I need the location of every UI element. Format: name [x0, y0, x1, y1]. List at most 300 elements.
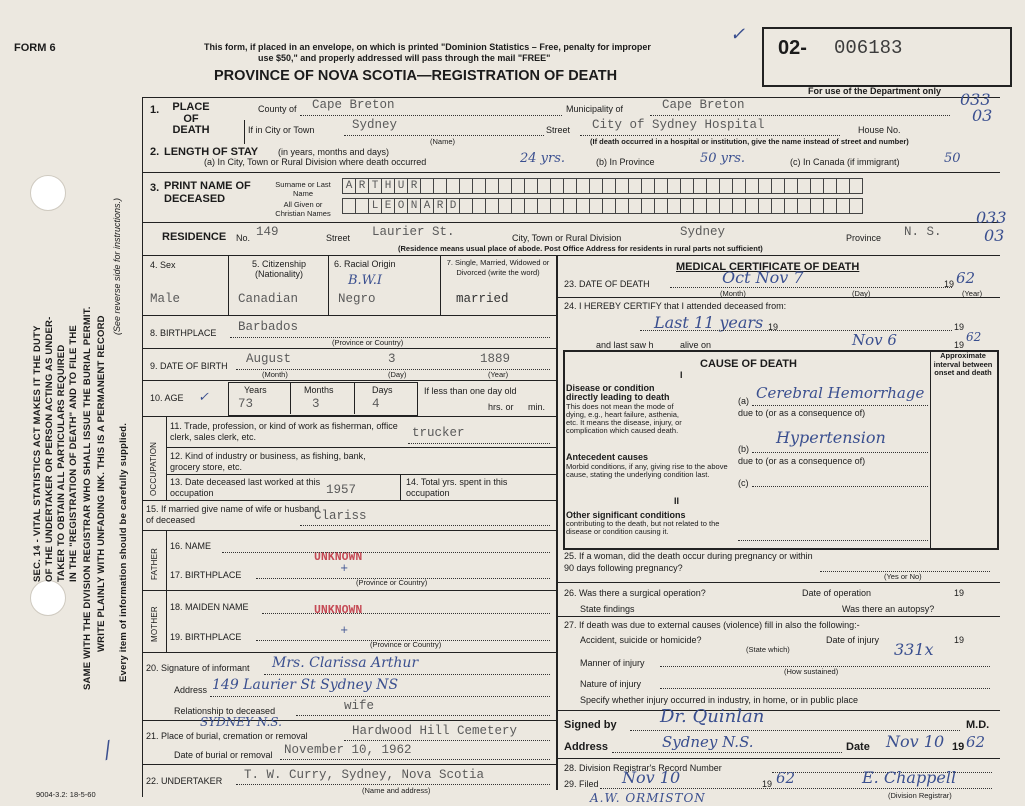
mother-side-rule — [166, 590, 167, 652]
sidebar-line-6: WRITE PLAINLY WITH UNFADING INK. THIS IS A PERMANENT RECORD — [96, 315, 107, 652]
certify-label: 24. I HEREBY CERTIFY that I attended deceased from: — [564, 301, 787, 311]
given-letter-cell — [563, 198, 576, 214]
sidebar-line-8: Every item of information should be carefully supplied. — [118, 422, 129, 682]
nature-line — [660, 688, 990, 689]
given-letter-cell — [472, 198, 485, 214]
signed-year: 62 — [966, 733, 986, 751]
injury-date-label: Date of injury — [826, 635, 880, 645]
part-two: II — [674, 496, 680, 506]
given-letter-cell — [784, 198, 797, 214]
burial-date-label: Date of burial or removal — [174, 750, 273, 760]
informant-line — [264, 674, 550, 675]
md-label: M.D. — [966, 719, 990, 731]
name-caption: (Name) — [430, 137, 456, 146]
surname-letter-cell — [641, 178, 654, 194]
cause-b-due-to: due to (or as a consequence of) — [738, 456, 866, 466]
surname-letter-cell — [706, 178, 719, 194]
residence-margin-code-2: 03 — [984, 226, 1005, 245]
informant-label: 20. Signature of informant — [146, 663, 250, 673]
given-letter-cell — [524, 198, 537, 214]
page-title: PROVINCE OF NOVA SCOTIA—REGISTRATION OF DEATH — [214, 68, 618, 84]
rule-after-external — [556, 710, 1000, 711]
given-letter-cell — [758, 198, 771, 214]
alive-label: alive on — [680, 340, 712, 350]
surname-letter-cell: T — [368, 178, 381, 194]
last-worked-value: 1957 — [326, 483, 357, 497]
rule-after-occupation — [142, 500, 556, 501]
birthplace-value: Barbados — [238, 320, 299, 334]
attended-19a: 19 — [768, 322, 779, 332]
frame-top — [142, 97, 1000, 98]
given-letter-cell — [615, 198, 628, 214]
given-label: All Given or Christian Names — [275, 200, 331, 218]
rule-after-father — [142, 590, 556, 591]
reg-number: 006183 — [834, 37, 903, 59]
registrar-caption: (Division Registrar) — [888, 791, 952, 800]
age-label: 10. AGE — [150, 393, 184, 403]
surname-letter-cell — [589, 178, 602, 194]
given-letter-cell: R — [433, 198, 446, 214]
occupation-side-label: OCCUPATION — [149, 441, 158, 496]
residence-note: (Residence means usual place of abode. Post Office Address for residents in rural parts not sufficient) — [398, 244, 763, 253]
given-letter-cell — [706, 198, 719, 214]
place-label: PLACE OF DEATH — [172, 101, 210, 136]
age-months-label: Months — [304, 385, 334, 395]
municipality-line — [650, 115, 950, 116]
dob-year-caption: (Year) — [488, 370, 509, 379]
residence-province: N. S. — [904, 225, 942, 239]
occupation-side-rule — [166, 416, 167, 500]
dob-day: 3 — [388, 352, 396, 366]
rule-after-burial — [142, 764, 556, 765]
filed-19: 19 — [762, 779, 773, 789]
city-line — [344, 135, 544, 136]
given-letter-cell — [732, 198, 745, 214]
county-label: County of — [258, 104, 297, 114]
signed-address-label: Address — [564, 741, 609, 753]
residence-label: RESIDENCE — [162, 231, 227, 243]
dob-label: 9. DATE OF BIRTH — [150, 361, 228, 371]
signed-label: Signed by — [564, 719, 617, 731]
last-saw-19: 19 — [954, 340, 965, 350]
surname-letter-cell — [537, 178, 550, 194]
house-label: House No. — [858, 125, 901, 135]
relationship-label: Relationship to deceased — [174, 706, 276, 716]
filed-hand: Nov 10 — [622, 768, 681, 787]
given-letter-cell: O — [394, 198, 407, 214]
place-note: (If death occurred in a hospital or institution, give the name instead of street and number) — [590, 137, 909, 146]
father-name-value: UNKNOWN — [314, 551, 363, 564]
stay-label: LENGTH OF STAY — [164, 146, 259, 158]
death-year: 62 — [956, 269, 976, 287]
accident-label: Accident, suicide or homicide? — [580, 635, 702, 645]
other-line — [738, 540, 928, 541]
other-note: contributing to the death, but not related to the disease or condition causing it. — [566, 519, 720, 536]
given-letter-cell — [589, 198, 602, 214]
envelope-note-1: This form, if placed in an envelope, on which is printed "Dominion Statistics – Free, penalty for improper — [204, 42, 651, 52]
signed-address-hand: Sydney N.S. — [662, 733, 754, 751]
surname-letter-cell — [732, 178, 745, 194]
rule-after-death-date — [556, 297, 1000, 298]
dob-year: 1889 — [480, 352, 511, 366]
given-letter-grid — [342, 198, 863, 214]
county-value: Cape Breton — [312, 98, 395, 112]
surname-letter-cell — [680, 178, 693, 194]
rule-after-trade — [166, 447, 556, 448]
rule-after-signature — [556, 758, 1000, 759]
state-which: (State which) — [746, 645, 790, 654]
min-label: min. — [528, 402, 546, 412]
given-letter-cell — [719, 198, 732, 214]
death-date-label: 23. DATE OF DEATH — [564, 279, 650, 289]
check-mark: ✓ — [730, 24, 746, 45]
surname-letter-cell — [472, 178, 485, 194]
rule-after-mother — [142, 652, 556, 653]
undertaker-caption: (Name and address) — [362, 786, 431, 795]
pregnancy-yes-no: (Yes or No) — [884, 572, 922, 581]
given-letter-cell: N — [407, 198, 420, 214]
residence-city-label: City, Town or Rural Division — [512, 233, 622, 243]
racial-label: 6. Racial Origin — [334, 259, 396, 269]
manner-code: 331x — [894, 640, 934, 659]
informant-address: 149 Laurier St Sydney NS — [212, 677, 399, 693]
surname-letter-cell: A — [342, 178, 355, 194]
father-side-rule — [166, 530, 167, 590]
burial-place-line — [344, 740, 550, 741]
racial-value: Negro — [338, 292, 376, 306]
street-label: Street — [546, 125, 571, 135]
surname-letter-cell — [654, 178, 667, 194]
disease-note: This does not mean the mode of dying, e.g., heart failure, asthenia, etc. It means the disease, injury, or complication which caused death. — [566, 402, 682, 435]
op-date-19: 19 — [954, 588, 965, 598]
how-sustained: (How sustained) — [784, 667, 839, 676]
op-date-label: Date of operation — [802, 588, 872, 598]
surgery-label: 26. Was there a surgical operation? — [564, 588, 706, 598]
surname-letter-cell — [576, 178, 589, 194]
state-findings: State findings — [580, 604, 635, 614]
rule-after-birthplace — [142, 348, 556, 349]
death-date-line — [670, 287, 952, 288]
sidebar-pen-mark: / — [99, 737, 116, 764]
street-line — [580, 135, 840, 136]
given-letter-cell — [797, 198, 810, 214]
surname-letter-cell: R — [407, 178, 420, 194]
given-letter-cell: E — [381, 198, 394, 214]
sidebar-instructions — [0, 0, 140, 806]
county-line — [300, 115, 562, 116]
surname-letter-cell — [485, 178, 498, 194]
manner-label: Manner of injury — [580, 658, 645, 668]
mother-side-label: MOTHER — [150, 606, 159, 642]
age-days-label: Days — [372, 385, 393, 395]
age-div-1 — [290, 382, 291, 414]
given-letter-cell — [602, 198, 615, 214]
residence-street: Laurier St. — [372, 225, 455, 239]
cause-b-line — [752, 452, 928, 453]
given-letter-cell — [745, 198, 758, 214]
residence-no: 149 — [256, 225, 279, 239]
last-worked-label: 13. Date deceased last worked at this occupation — [170, 477, 321, 498]
relationship-value: wife — [344, 699, 375, 713]
stay-label-note: (in years, months and days) — [278, 147, 390, 157]
age-years: 73 — [238, 397, 254, 411]
given-letter-cell — [693, 198, 706, 214]
stay-a-label: (a) In City, Town or Rural Division where death occurred — [204, 157, 427, 167]
surname-letter-cell — [628, 178, 641, 194]
filed-year: 62 — [776, 769, 796, 787]
personal-div-2 — [328, 255, 329, 315]
surname-letter-cell — [667, 178, 680, 194]
father-name-line — [222, 552, 550, 553]
surname-letter-cell — [836, 178, 849, 194]
surname-letter-cell — [550, 178, 563, 194]
place-margin-code-2: 03 — [972, 106, 993, 125]
given-letter-cell — [771, 198, 784, 214]
surname-letter-cell — [602, 178, 615, 194]
cause-a-value: Cerebral Hemorrhage — [756, 384, 925, 402]
informant-address-label: Address — [174, 685, 208, 695]
filed-label: 29. Filed — [564, 779, 599, 789]
signed-address-line — [612, 752, 842, 753]
age-months: 3 — [312, 397, 320, 411]
mother-maiden-value: UNKNOWN — [314, 604, 363, 617]
surname-letter-cell: H — [381, 178, 394, 194]
age-check: ✓ — [198, 390, 209, 405]
record-number-label: 28. Division Registrar's Record Number — [564, 763, 722, 773]
total-years-label: 14. Total yrs. spent in this occupation — [406, 477, 508, 498]
stay-b-label: (b) In Province — [596, 157, 655, 167]
rule-after-surgery — [556, 616, 1000, 617]
given-letter-cell — [459, 198, 472, 214]
mother-maiden-label: 18. MAIDEN NAME — [170, 602, 249, 612]
given-letter-cell — [849, 198, 863, 214]
sidebar-line-2: OF THE UNDERTAKER OR PERSON ACTING AS UNDER- — [44, 316, 55, 582]
interval-divider — [930, 350, 931, 548]
given-letter-cell — [537, 198, 550, 214]
given-letter-cell — [667, 198, 680, 214]
dept-use: For use of the Department only — [808, 86, 942, 96]
surname-letter-cell — [420, 178, 433, 194]
informant-address-line — [210, 696, 550, 697]
external-label: 27. If death was due to external causes (violence) fill in also the following:- — [564, 620, 860, 630]
cause-a-due-to: due to (or as a consequence of) — [738, 408, 866, 418]
given-letter-cell — [823, 198, 836, 214]
residence-province-label: Province — [846, 233, 882, 243]
personal-div-3 — [440, 255, 441, 315]
burial-date-value: November 10, 1962 — [284, 743, 412, 757]
given-letter-cell — [498, 198, 511, 214]
surname-letter-cell — [771, 178, 784, 194]
father-side-label: FATHER — [150, 547, 159, 580]
sidebar-line-4: IN THE "REGISTRATION OF DEATH" AND TO FILE THE — [68, 325, 79, 582]
mother-maiden-line — [262, 613, 550, 614]
surname-letter-cell — [563, 178, 576, 194]
surname-letter-grid — [342, 178, 863, 194]
surname-letter-cell — [459, 178, 472, 194]
given-letter-cell — [654, 198, 667, 214]
sex-value: Male — [150, 292, 181, 306]
burial-place-hand: SYDNEY N.S. — [200, 715, 282, 729]
disease-label: Disease or condition directly leading to death — [566, 383, 670, 402]
death-year-prefix: 19 — [944, 279, 955, 289]
mother-birthplace-tick: + — [340, 625, 349, 636]
municipality-label: Municipality of — [566, 104, 624, 114]
rule-after-stay — [142, 172, 1000, 173]
given-letter-cell — [550, 198, 563, 214]
registrar-signature: E. Chappell — [862, 768, 957, 787]
father-birthplace-caption: (Province or Country) — [356, 578, 428, 587]
form-label: FORM 6 — [14, 42, 56, 54]
under-day-label: If less than one day old — [424, 386, 517, 396]
cause-c-line — [752, 486, 928, 487]
sidebar-line-1: SEC. 14 - VITAL STATISTICS ACT MAKES IT THE DUTY — [32, 325, 43, 582]
informant-signature: Mrs. Clarissa Arthur — [272, 655, 419, 671]
stay-c-value: 50 — [944, 151, 961, 166]
other-label: Other significant conditions — [566, 510, 686, 520]
rule-after-spouse — [142, 530, 556, 531]
given-letter-cell — [628, 198, 641, 214]
death-month-caption: (Month) — [720, 289, 746, 298]
surname-letter-cell — [797, 178, 810, 194]
trade-label: 11. Trade, profession, or kind of work as fisherman, office clerk, sales clerk, etc. — [170, 421, 398, 442]
given-letter-cell — [355, 198, 368, 214]
spouse-line — [300, 525, 550, 526]
industry-label: 12. Kind of industry or business, as fishing, bank, grocery store, etc. — [170, 451, 366, 472]
dob-month-caption: (Month) — [262, 370, 288, 379]
signed-date-label: Date — [846, 741, 870, 753]
citizenship-label: 5. Citizenship (Nationality) — [251, 259, 307, 279]
residence-street-label: Street — [326, 233, 351, 243]
personal-div-1 — [228, 255, 229, 315]
rule-after-personal — [142, 315, 556, 316]
surname-letter-cell — [719, 178, 732, 194]
cause-c-label: (c) — [738, 478, 749, 488]
undertaker-value: T. W. Curry, Sydney, Nova Scotia — [244, 768, 485, 782]
given-letter-cell: D — [446, 198, 459, 214]
surname-letter-cell — [784, 178, 797, 194]
place-divider — [244, 120, 245, 144]
sidebar-line-5: SAME WITH THE DIVISION REGISTRAR WHO SHALL ISSUE THE BURIAL PERMIT. — [82, 306, 93, 690]
surname-letter-cell — [511, 178, 524, 194]
mother-birthplace-label: 19. BIRTHPLACE — [170, 632, 242, 642]
given-letter-cell — [576, 198, 589, 214]
rule-after-dob — [142, 380, 556, 381]
surname-letter-cell — [446, 178, 459, 194]
city-value: Sydney — [352, 118, 398, 132]
trade-value: trucker — [412, 426, 465, 440]
hrs-label: hrs. or — [488, 402, 514, 412]
surname-letter-cell — [758, 178, 771, 194]
surname-label: Surname or Last Name — [275, 180, 331, 198]
death-date-hand: Oct Nov 7 — [722, 268, 804, 287]
filed-line — [600, 788, 992, 789]
surname-letter-cell — [615, 178, 628, 194]
place-num: 1. — [150, 104, 160, 116]
envelope-note-2: use $50," and properly addressed will pass through the mail "FREE" — [258, 53, 551, 63]
spouse-label: 15. If married give name of wife or husband of deceased — [146, 504, 320, 525]
name-num: 3. — [150, 182, 160, 194]
burial-place-value: Hardwood Hill Cemetery — [352, 724, 518, 738]
age-days: 4 — [372, 397, 380, 411]
surname-letter-cell — [745, 178, 758, 194]
undertaker-label: 22. UNDERTAKER — [146, 776, 223, 786]
interval-heading: Approximate interval between onset and death — [933, 351, 993, 377]
cause-a-label: (a) — [738, 396, 749, 406]
residence-city: Sydney — [680, 225, 726, 239]
city-label: If in City or Town — [248, 125, 315, 135]
given-letter-cell: L — [368, 198, 381, 214]
spouse-value: Clariss — [314, 509, 367, 523]
given-letter-cell: A — [420, 198, 433, 214]
form-code: 9004-3.2: 18-5-60 — [36, 790, 96, 799]
burial-place-label: 21. Place of burial, cremation or removal — [146, 731, 308, 741]
rule-after-industry — [166, 474, 556, 475]
father-birthplace-tick: + — [340, 563, 349, 574]
residence-margin-code-1: 033 — [976, 208, 1007, 227]
birthplace-caption: (Province or Country) — [332, 338, 404, 347]
registrar-stamp: A.W. ORMISTON — [590, 791, 706, 805]
attended-19b: 19 — [954, 322, 965, 332]
surname-letter-cell — [498, 178, 511, 194]
surname-letter-cell — [524, 178, 537, 194]
attended-hand: Last 11 years — [654, 313, 764, 332]
last-saw-label: and last saw h — [596, 340, 654, 350]
signed-hand: Dr. Quinlan — [660, 706, 765, 727]
last-saw-hand: Nov 6 — [852, 331, 897, 349]
signed-line — [630, 730, 960, 731]
stay-num: 2. — [150, 146, 160, 158]
frame-left — [142, 97, 143, 797]
racial-hand: B.W.I — [348, 273, 383, 288]
nature-label: Nature of injury — [580, 679, 642, 689]
death-year-caption: (Year) — [962, 289, 983, 298]
last-saw-year: 62 — [966, 330, 982, 344]
dob-day-caption: (Day) — [388, 370, 407, 379]
surname-letter-cell — [693, 178, 706, 194]
given-letter-cell — [836, 198, 849, 214]
rule-after-pregnancy — [556, 582, 1000, 583]
place-margin-code-1: 033 — [960, 90, 991, 109]
autopsy-label: Was there an autopsy? — [842, 604, 935, 614]
residence-no-label: No. — [236, 233, 251, 243]
name-label: PRINT NAME OF DECEASED — [164, 180, 251, 205]
signed-19: 19 — [952, 741, 965, 753]
cause-b-label: (b) — [738, 444, 749, 454]
cause-b-value: Hypertension — [776, 428, 886, 447]
surname-letter-cell — [849, 178, 863, 194]
signed-date-hand: Nov 10 — [886, 732, 945, 751]
age-div-2 — [354, 382, 355, 414]
pregnancy-label: 25. If a woman, did the death occur during pregnancy or within 90 days following pregnancy? — [564, 551, 813, 573]
reg-prefix: 02- — [778, 37, 807, 59]
father-birthplace-label: 17. BIRTHPLACE — [170, 570, 242, 580]
given-letter-cell — [810, 198, 823, 214]
attended-line — [640, 330, 952, 331]
marital-label: 7. Single, Married, Widowed or Divorced (write the word) — [446, 258, 550, 277]
given-letter-cell — [680, 198, 693, 214]
relationship-line — [296, 715, 550, 716]
rule-after-age — [142, 416, 556, 417]
undertaker-line — [236, 784, 550, 785]
given-letter-cell — [641, 198, 654, 214]
street-value: City of Sydney Hospital — [592, 118, 765, 132]
specify-label: Specify whether injury occurred in industry, in home, or in public place — [580, 695, 858, 705]
surname-letter-cell — [433, 178, 446, 194]
trade-line — [408, 443, 550, 444]
cause-a-line — [752, 405, 928, 406]
given-letter-cell — [511, 198, 524, 214]
dob-month: August — [246, 352, 292, 366]
